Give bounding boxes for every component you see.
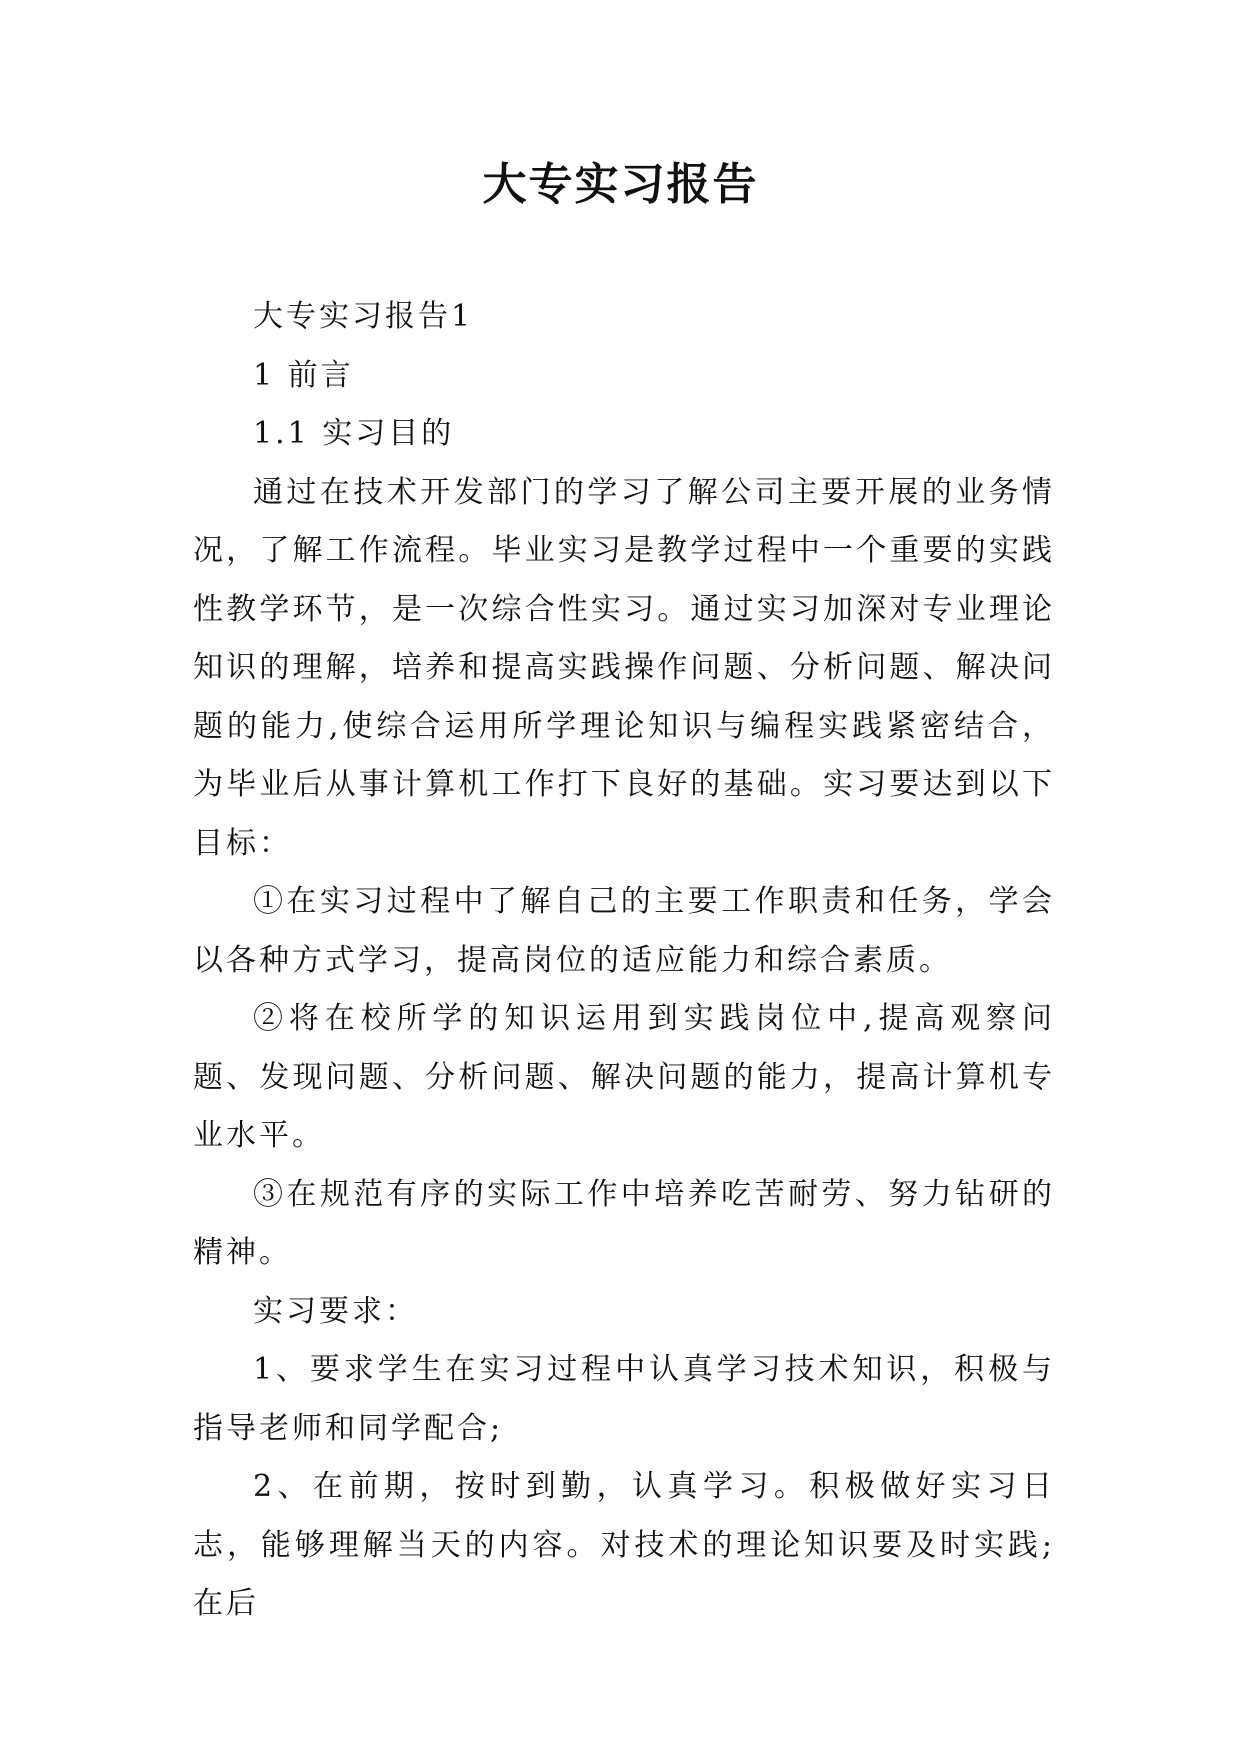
paragraph-requirement-1: 1、要求学生在实习过程中认真学习技术知识，积极与指导老师和同学配合; <box>193 1352 1055 1446</box>
paragraph-purpose: 通过在技术开发部门的学习了解公司主要开展的业务情况，了解工作流程。毕业实习是教学过程中一个重要的实践性教学环节，是一次综合性实习。通过实习加深对专业理论知识的理解，培养和提高实践操作问题、分析问题、解决问题的能力,使综合运用所学理论知识与编程实践紧密结合，为毕业后从事计算机工作打下良好的基础。实习要达到以下目标： <box>193 474 1055 861</box>
subsection-heading-purpose: 1.1 实习目的 <box>253 416 455 451</box>
paragraph-goal-3: ③在规范有序的实际工作中培养吃苦耐劳、努力钻研的精神。 <box>193 1176 1055 1270</box>
document-body <box>193 288 1055 1634</box>
document-title: 大专实习报告 <box>482 159 759 210</box>
section-heading-preface: 1 前言 <box>253 357 354 393</box>
paragraph-goal-2: ②将在校所学的知识运用到实践岗位中,提高观察问题、发现问题、分析问题、解决问题的能力，提高计算机专业水平。 <box>193 1001 1055 1153</box>
paragraph-requirement-2: 2、在前期，按时到勤，认真学习。积极做好实习日志，能够理解当天的内容。对技术的理论知识要及时实践;在后 <box>193 1469 1055 1621</box>
report-heading: 大专实习报告1 <box>253 299 474 334</box>
requirements-heading: 实习要求： <box>253 1293 418 1329</box>
paragraph-goal-1: ①在实习过程中了解自己的主要工作职责和任务，学会以各种方式学习，提高岗位的适应能力和综合素质。 <box>193 884 1055 978</box>
